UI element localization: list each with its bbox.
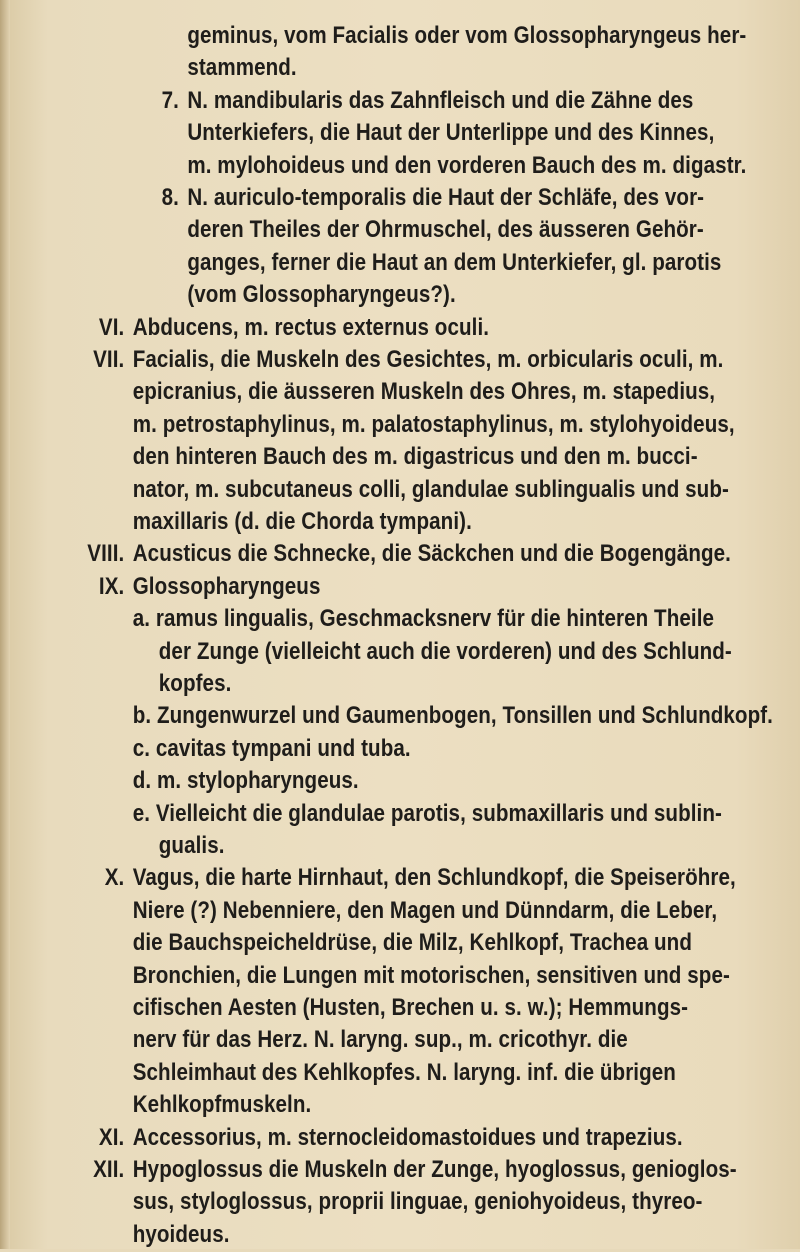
line-text: Accessorius, m. sternocleidomastoidues und trapezius. bbox=[132, 1123, 683, 1151]
text-line bbox=[0, 343, 724, 377]
line-text: Bronchien, die Lungen mit motorischen, sensitiven und spe- bbox=[132, 961, 730, 989]
text-line bbox=[0, 829, 672, 863]
line-text: epicranius, die äusseren Muskeln des Ohres, m. stapedius, bbox=[132, 378, 716, 406]
item-number: 7. bbox=[161, 86, 179, 114]
line-text: Vagus, die harte Hirnhaut, den Schlundkopf, die Speiseröhre, bbox=[132, 864, 736, 892]
text-line bbox=[0, 505, 672, 539]
line-text: maxillaris (d. die Chorda tympani). bbox=[132, 508, 472, 535]
line-text: Unterkiefers, die Haut der Unterlippe und des Kinnes, bbox=[187, 119, 715, 147]
line-text: N. mandibularis das Zahnfleisch und die Zähne des bbox=[187, 86, 694, 114]
line-text: gualis. bbox=[158, 832, 225, 859]
line-text: den hinteren Bauch des m. digastricus und den m. bucci- bbox=[132, 443, 698, 471]
line-text: N. auriculo-temporalis die Haut der Schläfe, des vor- bbox=[187, 184, 705, 211]
line-text: nerv für das Herz. N. laryng. sup., m. cricothyr. die bbox=[132, 1026, 628, 1054]
text-line bbox=[0, 764, 672, 798]
text-line bbox=[0, 84, 694, 118]
text-line bbox=[0, 375, 716, 409]
text-line bbox=[0, 991, 689, 1025]
text-line bbox=[0, 278, 672, 312]
text-line bbox=[0, 1056, 676, 1090]
line-text: (vom Glossopharyngeus?). bbox=[187, 281, 456, 309]
text-line bbox=[0, 51, 672, 85]
line-text: Glossopharyngeus bbox=[132, 572, 321, 600]
text-line bbox=[0, 1088, 672, 1122]
text-line bbox=[0, 667, 672, 701]
line-text: Abducens, m. rectus externus oculi. bbox=[132, 313, 490, 341]
text-line bbox=[0, 926, 692, 960]
line-text: kopfes. bbox=[158, 670, 232, 697]
text-line bbox=[0, 537, 731, 571]
text-line bbox=[0, 473, 729, 507]
text-line bbox=[0, 181, 705, 215]
text-line bbox=[0, 246, 722, 280]
text-line bbox=[0, 861, 736, 895]
nerve-number: XI. bbox=[98, 1123, 125, 1151]
line-text: der Zunge (vielleicht auch die vorderen) und des Schlund- bbox=[158, 637, 732, 665]
line-text: Acusticus die Schnecke, die Säckchen und die Bogengänge. bbox=[132, 540, 731, 568]
line-text: c. cavitas tympani und tuba. bbox=[132, 734, 411, 762]
text-line bbox=[0, 1218, 672, 1252]
nerve-number: VII. bbox=[93, 346, 125, 373]
nerve-number: IX. bbox=[98, 572, 125, 600]
text-line bbox=[0, 699, 773, 733]
text-line bbox=[0, 440, 698, 474]
line-text: m. mylohoideus und den vorderen Bauch des m. digastr. bbox=[187, 151, 747, 179]
text-line bbox=[0, 635, 732, 669]
nerve-number: X. bbox=[104, 864, 125, 892]
line-text: cifischen Aesten (Husten, Brechen u. s. w.); Hemmungs- bbox=[132, 994, 689, 1021]
text-line bbox=[0, 1023, 672, 1057]
nerve-number: VIII. bbox=[87, 540, 125, 568]
line-text: hyoideus. bbox=[132, 1220, 230, 1248]
line-text: Kehlkopfmuskeln. bbox=[132, 1091, 312, 1119]
text-line bbox=[0, 311, 672, 345]
text-line bbox=[0, 213, 704, 247]
text-line bbox=[0, 1153, 737, 1187]
line-text: Niere (?) Nebenniere, den Magen und Dünndarm, die Leber, bbox=[132, 896, 718, 924]
line-text: ganges, ferner die Haut an dem Unterkiefer, gl. parotis bbox=[187, 248, 722, 276]
nerve-number: VI. bbox=[98, 313, 125, 341]
line-text: e. Vielleicht die glandulae parotis, submaxillaris und sublin- bbox=[132, 799, 722, 827]
line-text: d. m. stylopharyngeus. bbox=[132, 767, 359, 795]
text-line bbox=[0, 602, 715, 636]
text-line bbox=[0, 19, 747, 53]
text-line bbox=[0, 570, 672, 604]
text-line bbox=[0, 1185, 703, 1219]
line-text: m. petrostaphylinus, m. palatostaphylinus, m. stylohyoideus, bbox=[132, 410, 735, 438]
line-text: Hypoglossus die Muskeln der Zunge, hyoglossus, genioglos- bbox=[132, 1156, 737, 1183]
text-line bbox=[0, 408, 735, 442]
item-number: 8. bbox=[161, 184, 179, 211]
text-line bbox=[0, 732, 672, 766]
text-line bbox=[0, 149, 747, 183]
line-text: Facialis, die Muskeln des Gesichtes, m. orbicularis oculi, m. bbox=[132, 346, 724, 373]
text-line bbox=[0, 894, 718, 928]
line-text: Schleimhaut des Kehlkopfes. N. laryng. inf. die übrigen bbox=[132, 1058, 676, 1086]
text-line bbox=[0, 959, 730, 993]
text-line bbox=[0, 116, 715, 150]
text-line bbox=[0, 797, 722, 831]
line-text: geminus, vom Facialis oder vom Glossopharyngeus her- bbox=[187, 22, 747, 49]
nerve-number: XII. bbox=[93, 1156, 125, 1183]
line-text: stammend. bbox=[187, 54, 297, 82]
line-text: a. ramus lingualis, Geschmacksnerv für die hinteren Theile bbox=[132, 605, 715, 633]
line-text: nator, m. subcutaneus colli, glandulae sublingualis und sub- bbox=[132, 475, 729, 503]
line-text: sus, styloglossus, proprii linguae, geniohyoideus, thyreo- bbox=[132, 1188, 703, 1216]
line-text: die Bauchspeicheldrüse, die Milz, Kehlkopf, Trachea und bbox=[132, 929, 692, 957]
text-line bbox=[0, 1121, 683, 1155]
line-text: deren Theiles der Ohrmuschel, des äusseren Gehör- bbox=[187, 216, 704, 244]
line-text: b. Zungenwurzel und Gaumenbogen, Tonsillen und Schlundkopf. bbox=[132, 702, 773, 730]
